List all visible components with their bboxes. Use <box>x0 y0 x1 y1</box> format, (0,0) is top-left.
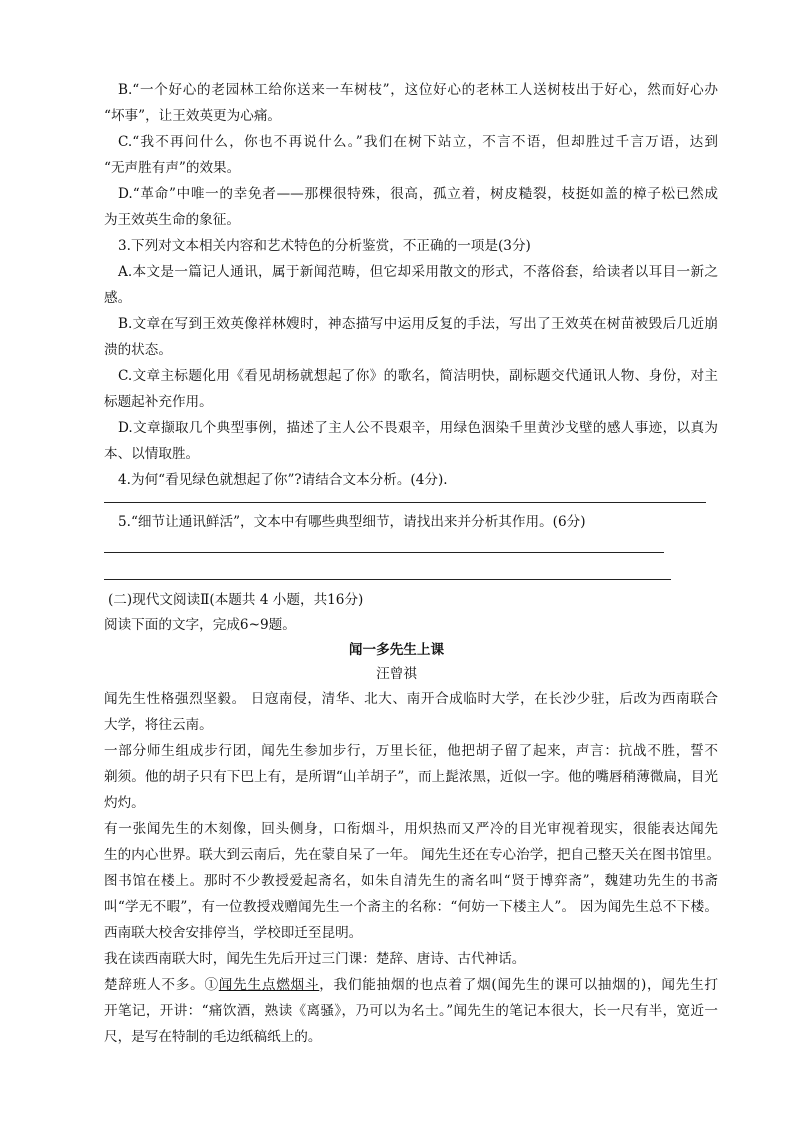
section-heading: (二)现代文阅读Ⅱ(本题共 4 小题，共16分) <box>108 592 364 608</box>
text-line: 标题起补充作用。 <box>104 394 213 410</box>
text-line: 大学，将往云南。 <box>104 717 213 733</box>
text-line: D.“革命”中唯一的幸免者——那棵很特殊，很高，孤立着，树皮糙裂，枝挺如盖的樟子松已然成 <box>118 186 718 202</box>
text-line <box>104 976 718 994</box>
text-line: 为王效英生命的象征。 <box>104 212 240 228</box>
text-line: 溃的状态。 <box>104 342 172 358</box>
article-title: 闻一多先生上课 <box>348 642 445 658</box>
text-line: 开笔记，开讲：“痛饮酒，熟读《离骚》，乃可以为名士。”闻先生的笔记本很大，长一尺有半，宽近一 <box>104 1003 718 1019</box>
text-line: 图书馆在楼上。那时不少教授爱起斋名，如朱自清先生的斋名叫“贤于博弈斋”，魏建功先生的书斋 <box>104 873 718 889</box>
article-author: 汪曾祺 <box>376 666 417 682</box>
answer-line[interactable] <box>104 552 664 553</box>
text-line: 一部分师生组成步行团，闻先生参加步行，万里长征，他把胡子留了起来，声言：抗战不胜，誓不 <box>104 743 718 759</box>
article-paragraph-5: 西南联大校舍安排停当，学校即迁至昆明。 <box>104 925 363 941</box>
text-line: 生的内心世界。联大到云南后，先在蒙自呆了一年。 闻先生还在专心治学，把自己整天关在图书馆里。 <box>104 847 721 863</box>
text-line: C.文章主标题化用《看见胡杨就想起了你》的歌名，简洁明快，副标题交代通讯人物、身份，对主 <box>118 368 718 384</box>
article-paragraph-6: 我在读西南联大时，闻先生先后开过三门课：楚辞、唐诗、古代神话。 <box>104 951 526 967</box>
text-line: D.文章撷取几个典型事例，描述了主人公不畏艰辛，用绿色洇染千里黄沙戈壁的感人事迹，以真为 <box>118 420 718 436</box>
text-span: 楚辞班人不多。① <box>104 977 219 993</box>
q5-stem: 5.“细节让通讯鲜活”，文本中有哪些典型细节，请找出来并分析其作用。(6分) <box>118 514 586 530</box>
text-line: 剃须。他的胡子只有下巴上有，是所谓“山羊胡子”，而上髭浓黑，近似一字。他的嘴唇稍薄微扁，目光 <box>104 769 718 785</box>
answer-line[interactable] <box>104 579 671 580</box>
text-line: B.“一个好心的老园林工给你送来一车树枝”，这位好心的老林工人送树枝出于好心，然而好心办 <box>118 82 718 98</box>
text-line: 灼灼。 <box>104 795 145 811</box>
text-line: 本、以情取胜。 <box>104 446 200 462</box>
text-line: “无声胜有声”的效果。 <box>104 160 241 176</box>
text-line: “坏事”，让王效英更为心痛。 <box>104 108 282 124</box>
text-line: A.本文是一篇记人通讯，属于新闻范畴，但它却采用散文的形式，不落俗套，给读者以耳目一新之 <box>118 264 718 280</box>
text-line: 叫“学无不暇”，有一位教授戏赠闻先生一个斋主的名称：“何妨一下楼主人”。 因为闻先生总不下楼。 <box>104 899 718 915</box>
text-line: C.“我不再问什么，你也不再说什么。”我们在树下站立，不言不语，但却胜过千言万语，达到 <box>118 134 718 150</box>
section-instruction: 阅读下面的文字，完成6~9题。 <box>104 617 296 633</box>
underlined-phrase: 闻先生点燃烟斗 <box>218 977 320 993</box>
text-line: B.文章在写到王效英像祥林嫂时，神态描写中运用反复的手法，写出了王效英在树苗被毁后几近崩 <box>118 316 718 332</box>
text-line: 感。 <box>104 290 132 306</box>
q3-stem: 3.下列对文本相关内容和艺术特色的分析鉴赏，不正确的一项是(3分) <box>118 238 531 254</box>
q4-stem: 4.为何“看见绿色就想起了你”?请结合文本分析。(4分). <box>118 472 448 488</box>
text-line: 闻先生性格强烈坚毅。 日寇南侵，清华、北大、南开合成临时大学，在长沙少驻，后改为西南联合 <box>104 691 718 707</box>
text-line: 尺，是写在特制的毛边纸稿纸上的。 <box>104 1029 322 1045</box>
answer-line[interactable] <box>104 502 706 503</box>
text-span: ，我们能抽烟的也点着了烟(闻先生的课可以抽烟的)，闻先生打 <box>319 977 719 993</box>
text-line: 有一张闻先生的木刻像，回头侧身，口衔烟斗，用炽热而又严冷的目光审视着现实，很能表达闻先 <box>104 821 718 837</box>
